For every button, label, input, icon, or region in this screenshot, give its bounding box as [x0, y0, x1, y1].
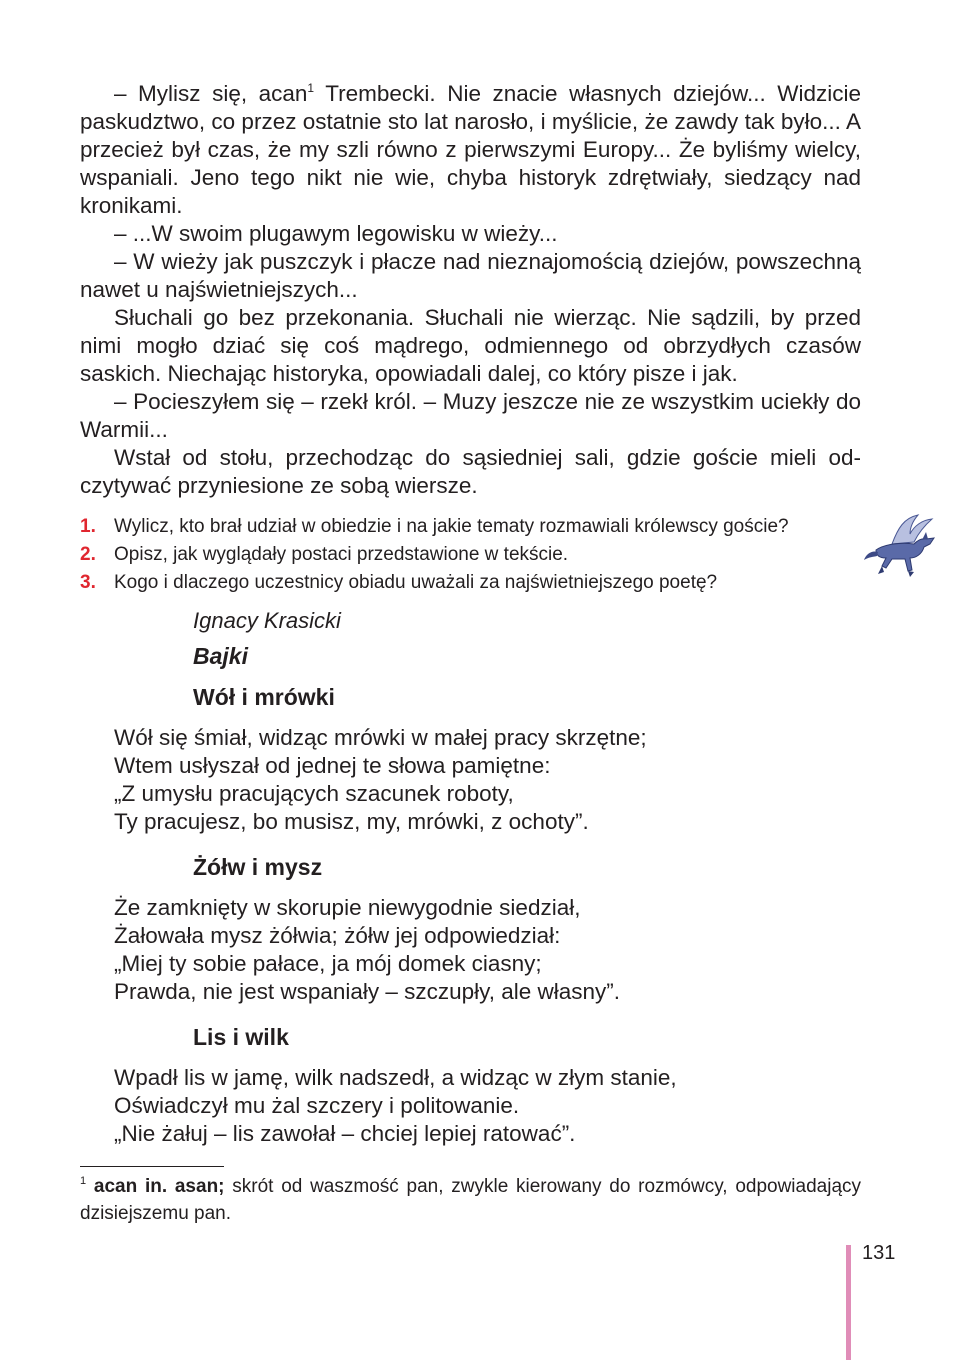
footnote-divider — [80, 1166, 224, 1167]
footnote-text: skrót od waszmość pan, zwykle kierowany do rozmówcy, odpowiadający dzisiejszemu pan. — [80, 1176, 862, 1224]
footnote-mark: 1 — [80, 1175, 87, 1187]
verse-line: „Miej ty sobie pałace, ja mój domek ciasny; — [114, 951, 542, 976]
page-number: 131 — [862, 1242, 896, 1264]
narrative-text — [80, 80, 861, 500]
verse-line: Wół się śmiał, widząc mrówki w małej pracy skrzętne; — [114, 725, 647, 750]
question-text: Opisz, jak wyglądały postaci przedstawione w tekście. — [114, 544, 569, 565]
verse-line: Wtem usłyszał od jednej te słowa pamiętne: — [114, 753, 551, 778]
paragraph: Wstał od stołu, przechodząc do sąsiedniej sali, gdzie goście mieli odczytywać przyniesione ze sobą wiersze. — [80, 445, 861, 498]
question-text: Kogo i dlaczego uczestnicy obiadu uważali za najświetniejszego poetę? — [114, 572, 718, 593]
collection-title: Bajki — [193, 643, 248, 669]
paragraph: – ...W swoim plugawym legowisku w wieży... — [114, 221, 558, 246]
question-text: Wylicz, kto brał udział w obiedzie i na jakie tematy rozmawiali królewscy goście? — [114, 516, 789, 537]
question-list — [80, 513, 880, 597]
verse-line: Oświadczył mu żal szczery i politowanie. — [114, 1093, 520, 1118]
verse-line: Żałowała mysz żółwia; żółw jej odpowiedział: — [114, 923, 561, 948]
verse-line: „Nie żałuj – lis zawołał – chciej lepiej ratować”. — [114, 1121, 576, 1146]
paragraph: – W wieży jak puszczyk i płacze nad nieznajomością dziejów, powszechną nawet u najświetniejszych... — [80, 249, 861, 302]
paragraph: – Mylisz się, acan$^1$ Trembecki. Nie znacie własnych dziejów... Widzicie paskudztwo, co przez ostatnie sto lat narosło, i myślicie, że zawdy tak było... A przecież był czas, że my szli równo z pierwszymi Europy... Że byliśmy wielcy, wspaniali. Jeno tego nikt nie wie, chyba historyk zdrętwiały, siedzący nad kronikami. — [80, 81, 861, 218]
verse-line: „Z umysłu pracujących szacunek roboty, — [114, 781, 514, 806]
question-item — [80, 541, 880, 569]
question-number: 2. — [80, 544, 96, 565]
verse-line: Ty pracujesz, bo musisz, my, mrówki, z ochoty”. — [114, 809, 589, 834]
fable-title: Lis i wilk — [193, 1024, 289, 1050]
question-item — [80, 513, 880, 541]
margin-bar — [846, 1245, 851, 1360]
verse-line: Prawda, nie jest wspaniały – szczupły, ale własny”. — [114, 979, 621, 1004]
paragraph: Słuchali go bez przekonania. Słuchali nie wierząc. Nie sądzili, by przed nimi mogło dziać się coś mądrego, odmiennego od obrzydłych czasów saskich. Niechając historyka, opowiadali dalej, co który pisze i jak. — [80, 305, 861, 386]
author-name: Ignacy Krasicki — [193, 608, 341, 633]
footnote-reference[interactable]: 1 — [307, 81, 315, 95]
question-item — [80, 569, 880, 597]
footnote-term: acan in. asan; — [93, 1176, 225, 1197]
verse-line: Wpadł lis w jamę, wilk nadszedł, a widząc w złym stanie, — [114, 1065, 677, 1090]
fable-verse — [114, 724, 647, 836]
fable-verse — [114, 894, 620, 1006]
fable-verse — [114, 1064, 677, 1148]
fable-title: Wół i mrówki — [193, 684, 335, 710]
pegasus-icon — [862, 514, 944, 578]
verse-line: Że zamknięty w skorupie niewygodnie siedział, — [114, 895, 581, 920]
paragraph: – Pocieszyłem się – rzekł król. – Muzy jeszcze nie ze wszystkim uciekły do Warmii... — [80, 389, 861, 442]
question-number: 1. — [80, 516, 96, 537]
footnote — [80, 1173, 861, 1227]
question-number: 3. — [80, 572, 96, 593]
fable-title: Żółw i mysz — [193, 854, 323, 880]
